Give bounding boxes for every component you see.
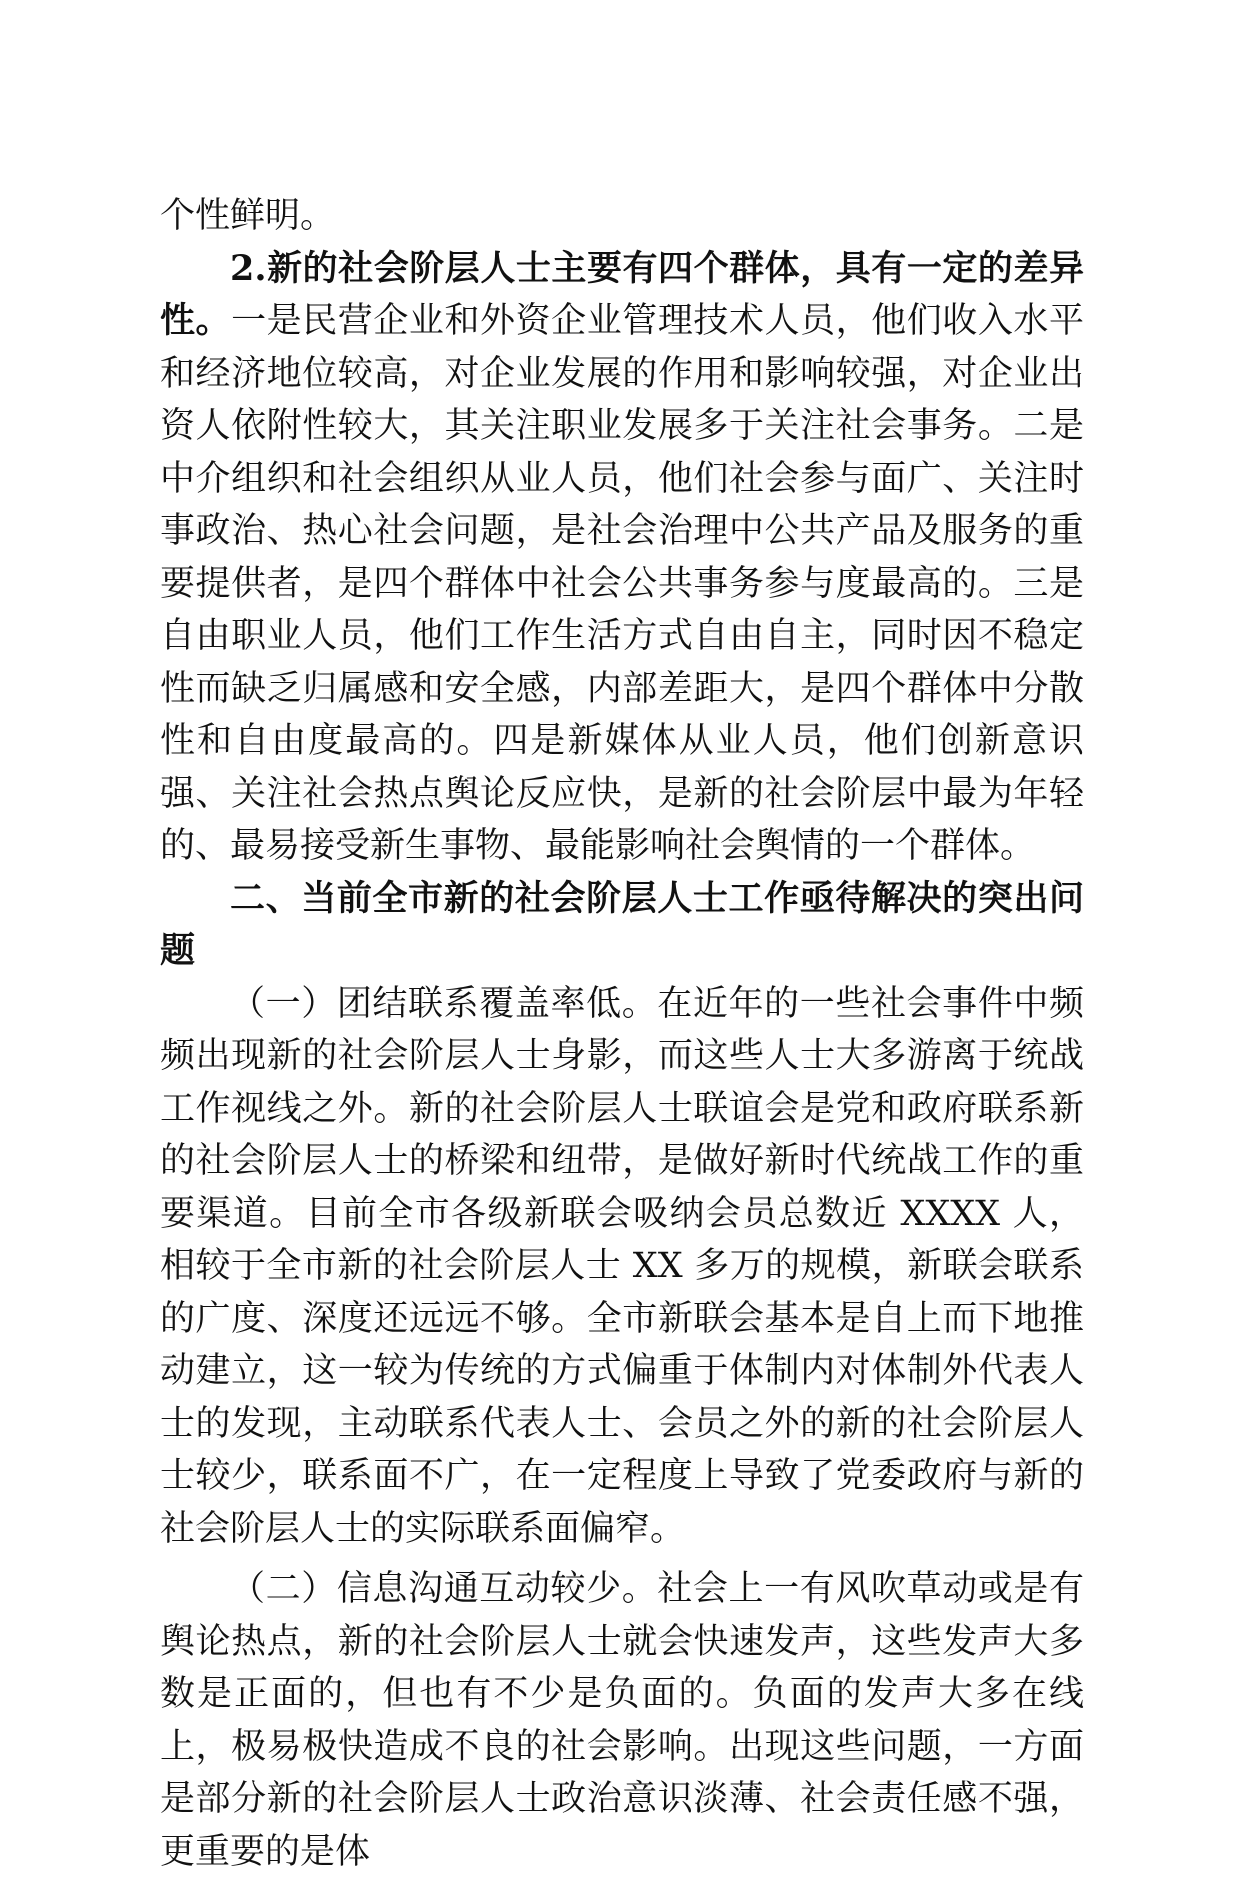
paragraph-communication: （二）信息沟通互动较少。社会上一有风吹草动或是有舆论热点，新的社会阶层人士就会快速发声，这些发声大多数是正面的，但也有不少是负面的。负面的发声大多在线上，极易极快造成不良的社会影响。出现这些问题，一方面是部分新的社会阶层人士政治意识淡薄、社会责任感不强，更重要的是体 — [160, 1569, 1084, 1872]
paragraph-continuation: 个性鲜明。 — [160, 196, 336, 236]
section-heading-2: 二、当前全市新的社会阶层人士工作亟待解决的突出问题 — [160, 878, 1084, 971]
paragraph-coverage: （一）团结联系覆盖率低。在近年的一些社会事件中频频出现新的社会阶层人士身影，而这些人士大多游离于统战工作视线之外。新的社会阶层人士联谊会是党和政府联系新的社会阶层人士的桥梁和纽带，是做好新时代统战工作的重要渠道。目前全市各级新联会吸纳会员总数近 XXXX 人，相较于全市新的社会阶层人士 XX 多万的规模，新联会联系的广度、深度还远远不够。全市新联会基本是自上而下地推动建立，这一较为传统的方式偏重于体制内对体制外代表人士的发现，主动联系代表人士、会员之外的新的社会阶层人士较少，联系面不广，在一定程度上导致了党委政府与新的社会阶层人士的实际联系面偏窄。 — [160, 983, 1084, 1549]
paragraph-four-groups — [160, 243, 1084, 873]
paragraph-body: 一是民营企业和外资企业管理技术人员，他们收入水平和经济地位较高，对企业发展的作用和影响较强，对企业出资人依附性较大，其关注职业发展多于关注社会事务。二是中介组织和社会组织从业人员，他们社会参与面广、关注时事政治、热心社会问题，是社会治理中公共产品及服务的重要提供者，是四个群体中社会公共事务参与度最高的。三是自由职业人员，他们工作生活方式自由自主，同时因不稳定性而缺乏归属感和安全感，内部差距大，是四个群体中分散性和自由度最高的。四是新媒体从业人员，他们创新意识强、关注社会热点舆论反应快，是新的社会阶层中最为年轻的、最易接受新生事物、最能影响社会舆情的一个群体。 — [160, 301, 1084, 866]
paragraph-lead-bold: 2.新的社会阶层人士主要有四个群体，具有一定的差异性。 — [160, 247, 1084, 341]
document-page — [160, 190, 1084, 1878]
